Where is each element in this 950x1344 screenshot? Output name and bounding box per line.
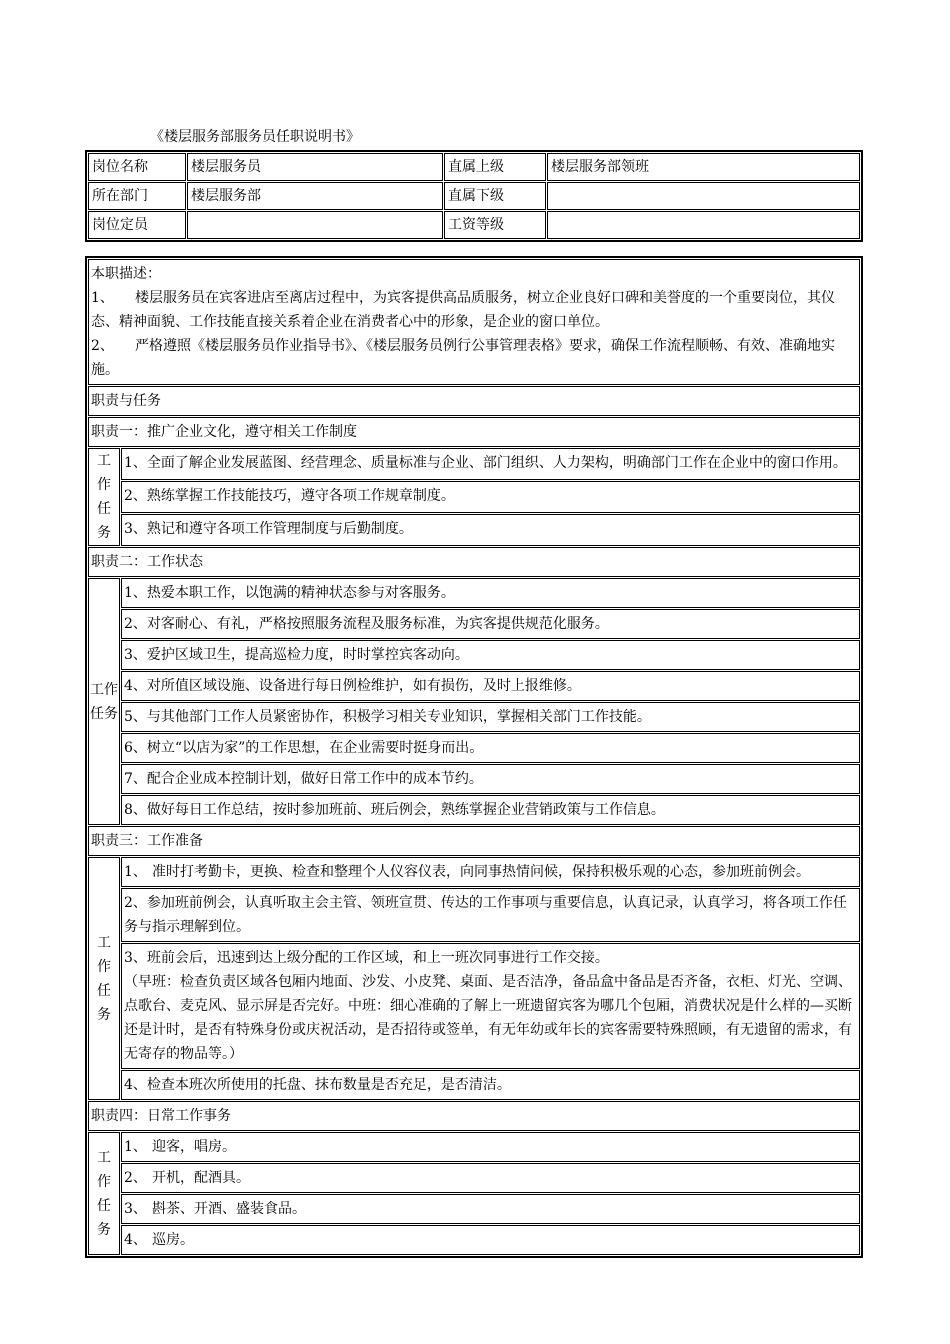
duty-title: 职责四：日常工作事务 [88, 1101, 860, 1131]
task-row [88, 609, 860, 639]
task-item: 4、 巡房。 [121, 1225, 860, 1255]
task-row [88, 448, 860, 480]
task-item: 3、爱护区域卫生，提高巡检力度，时时掌控宾客动向。 [121, 640, 860, 670]
task-side-label: 工 作 任 务 [88, 1132, 120, 1255]
task-item: 2、熟练掌握工作技能技巧，遵守各项工作规章制度。 [121, 481, 860, 513]
value-direct-subordinate [547, 182, 860, 210]
summary-number: 1、 [91, 290, 114, 306]
table-row [88, 211, 860, 239]
duty-title: 职责一：推广企业文化，遵守相关工作制度 [88, 417, 860, 447]
task-number: 4、 [124, 1232, 147, 1248]
label-salary-grade: 工资等级 [444, 211, 546, 239]
value-direct-superior: 楼层服务部领班 [547, 153, 860, 181]
task-item: 2、 开机，配酒具。 [121, 1163, 860, 1193]
task-row [88, 888, 860, 942]
task-item: 3、 斟茶、开酒、盛装食品。 [121, 1194, 860, 1224]
task-item: 1、 准时打考勤卡，更换、检查和整理个人仪容仪表，向同事热情问候，保持积极乐观的心态，参加班前例会。 [121, 857, 860, 887]
task-item: 3、班前会后，迅速到达上级分配的工作区域，和上一班次同事进行工作交接。 （早班：检查负责区域各包厢内地面、沙发、小皮凳、桌面、是否洁净，备品盒中备品是否齐备，衣柜、灯光、空调、点歌台、麦克风、显示屏是否完好。中班：细心准确的了解上一班遗留宾客为哪几个包厢，消费状况是什么样的—买断还是计时，是否有特殊身份或庆祝活动，是否招待或签单，有无年幼或年长的宾客需要特殊照顾，有无遗留的需求，有无寄存的物品等。） [121, 943, 860, 1069]
summary-row [88, 259, 860, 385]
task-number: 1、 [124, 864, 147, 880]
section-header-row [88, 386, 860, 416]
document-title: 《楼层服务部服务员任职说明书》 [150, 129, 360, 145]
task-item: 7、配合企业成本控制计划，做好日常工作中的成本节约。 [121, 764, 860, 794]
task-row [88, 1225, 860, 1255]
value-headcount [187, 211, 443, 239]
label-direct-subordinate: 直属下级 [444, 182, 546, 210]
summary-paragraph: 楼层服务员在宾客进店至离店过程中，为宾客提供高品质服务，树立企业良好口碑和美誉度的一个重要岗位，其仪态、精神面貌、工作技能直接关系着企业在消费者心中的形象，是企业的窗口单位。 [91, 290, 835, 330]
task-item: 1、 迎客，唱房。 [121, 1132, 860, 1162]
summary-label: 本职描述： [91, 266, 161, 282]
label-direct-superior: 直属上级 [444, 153, 546, 181]
label-position-name: 岗位名称 [88, 153, 186, 181]
task-row [88, 640, 860, 670]
task-row [88, 1132, 860, 1162]
task-detail: （早班：检查负责区域各包厢内地面、沙发、小皮凳、桌面、是否洁净，备品盒中备品是否齐备，衣柜、灯光、空调、点歌台、麦克风、显示屏是否完好。中班：细心准确的了解上一班遗留宾客为哪几个包厢，消费状况是什么样的—买断还是计时，是否有特殊身份或庆祝活动，是否招待或签单，有无年幼或年长的宾客需要特殊照顾，有无遗留的需求，有无寄存的物品等。） [124, 974, 852, 1062]
value-department: 楼层服务部 [187, 182, 443, 210]
duty-title-row [88, 547, 860, 577]
task-side-label: 工 作 任 务 [88, 857, 120, 1100]
duty-title-row [88, 1101, 860, 1131]
value-position-name: 楼层服务员 [187, 153, 443, 181]
task-row [88, 481, 860, 513]
task-row [88, 578, 860, 608]
task-row [88, 764, 860, 794]
duty-title: 职责二：工作状态 [88, 547, 860, 577]
position-info-table [85, 150, 863, 242]
task-row [88, 702, 860, 732]
summary-paragraph: 严格遵照《楼层服务员作业指导书》、《楼层服务员例行公事管理表格》要求，确保工作流程顺畅、有效、准确地实施。 [91, 338, 835, 378]
task-row [88, 514, 860, 546]
task-item: 4、对所值区域设施、设备进行每日例检维护，如有损伤，及时上报维修。 [121, 671, 860, 701]
task-item: 2、对客耐心、有礼，严格按照服务流程及服务标准，为宾客提供规范化服务。 [121, 609, 860, 639]
task-side-label: 工 作 任 务 [88, 448, 120, 546]
table-row [88, 182, 860, 210]
task-item: 8、做好每日工作总结，按时参加班前、班后例会，熟练掌握企业营销政策与工作信息。 [121, 795, 860, 825]
value-salary-grade [547, 211, 860, 239]
task-number: 3、 [124, 1201, 147, 1217]
duties-table [85, 256, 863, 1258]
task-number: 1、 [124, 1139, 147, 1155]
duty-title-row [88, 417, 860, 447]
task-row [88, 671, 860, 701]
job-summary [88, 259, 860, 385]
task-item: 1、热爱本职工作，以饱满的精神状态参与对客服务。 [121, 578, 860, 608]
table-row [88, 153, 860, 181]
section-header: 职责与任务 [88, 386, 860, 416]
task-row [88, 1163, 860, 1193]
task-side-label: 工作 任务 [88, 578, 120, 825]
task-row [88, 733, 860, 763]
task-number: 2、 [124, 1170, 147, 1186]
task-item: 2、参加班前例会，认真听取主会主管、领班宣贯、传达的工作事项与重要信息，认真记录，认真学习，将各项工作任务与指示理解到位。 [121, 888, 860, 942]
label-headcount: 岗位定员 [88, 211, 186, 239]
task-item: 3、熟记和遵守各项工作管理制度与后勤制度。 [121, 514, 860, 546]
duty-title: 职责三：工作准备 [88, 826, 860, 856]
task-item: 4、检查本班次所使用的托盘、抹布数量是否充足，是否清洁。 [121, 1070, 860, 1100]
duty-title-row [88, 826, 860, 856]
task-row [88, 795, 860, 825]
task-row [88, 857, 860, 887]
task-item: 6、树立“以店为家”的工作思想，在企业需要时挺身而出。 [121, 733, 860, 763]
task-row [88, 1194, 860, 1224]
task-row [88, 943, 860, 1069]
task-row [88, 1070, 860, 1100]
task-item: 5、与其他部门工作人员紧密协作，积极学习相关专业知识，掌握相关部门工作技能。 [121, 702, 860, 732]
task-item: 1、全面了解企业发展蓝图、经营理念、质量标准与企业、部门组织、人力架构，明确部门工作在企业中的窗口作用。 [121, 448, 860, 480]
summary-number: 2、 [91, 338, 114, 354]
label-department: 所在部门 [88, 182, 186, 210]
